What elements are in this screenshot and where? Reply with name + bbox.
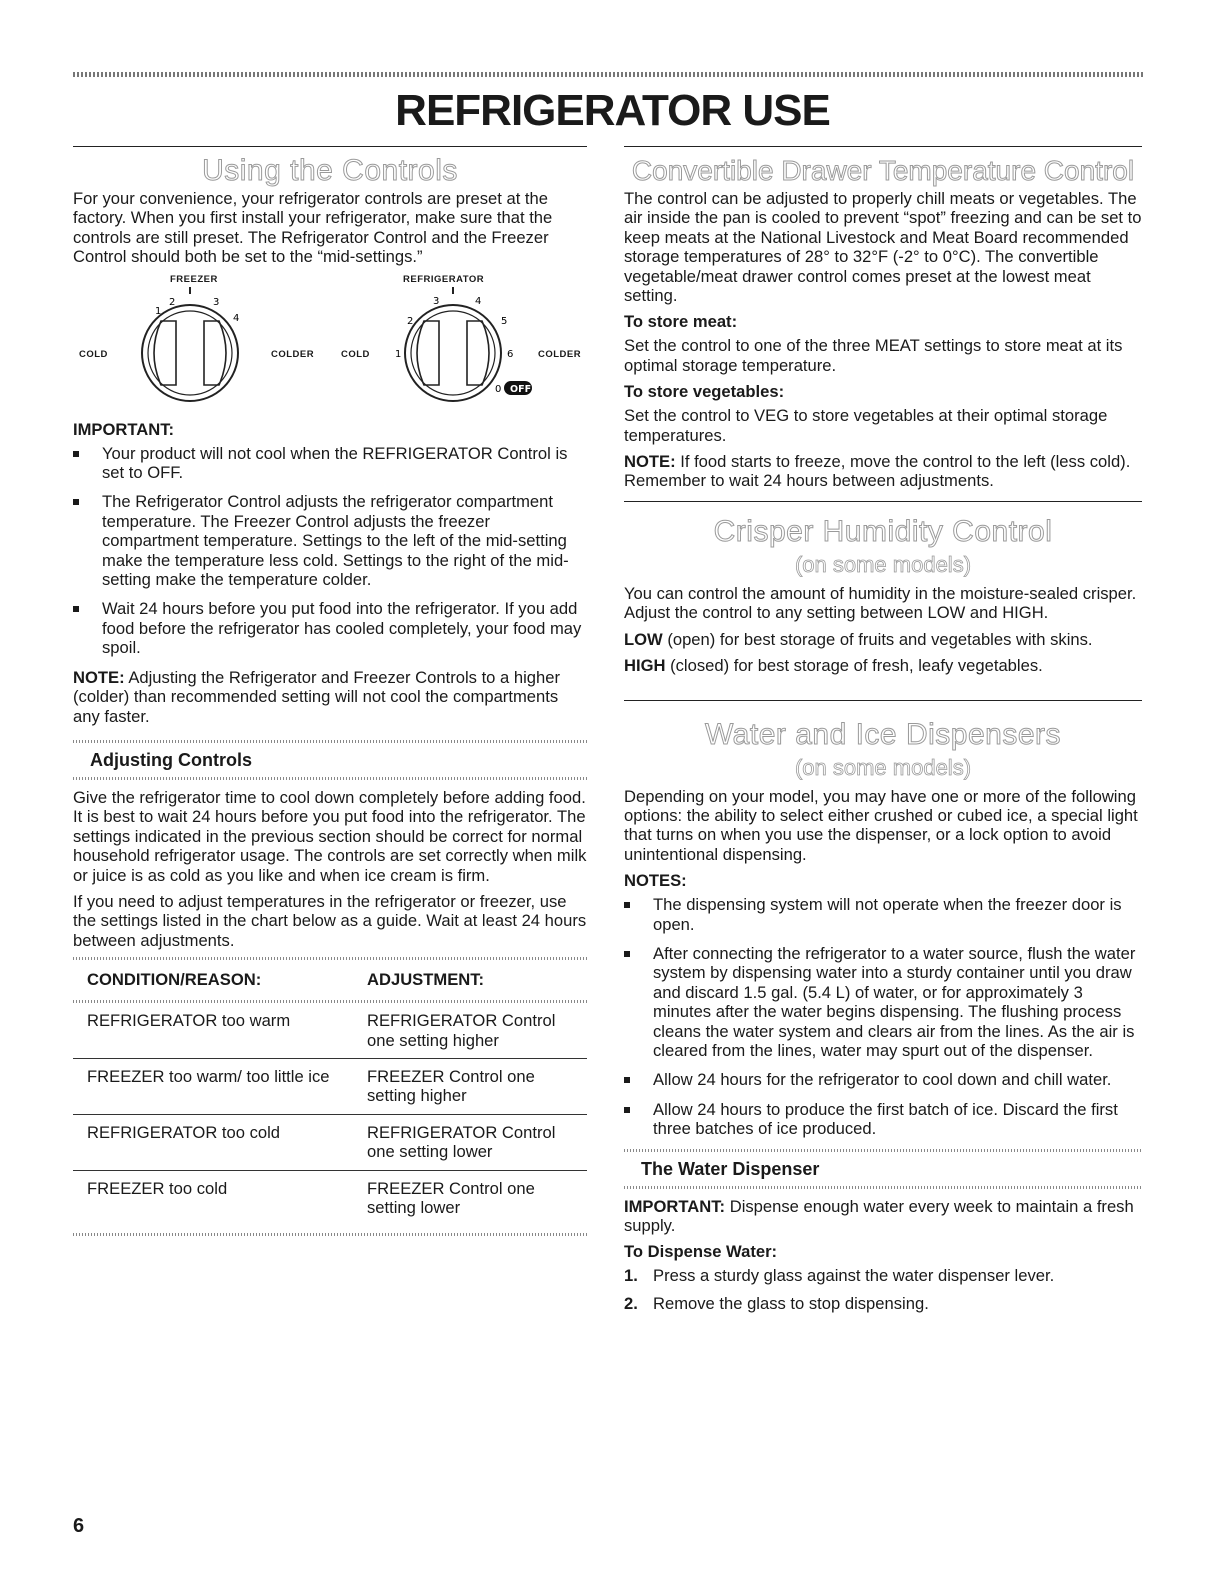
water-bullets: [624, 895, 1142, 1138]
refrigerator-colder-label: COLDER: [538, 348, 582, 360]
freezer-cold-label: COLD: [79, 348, 108, 360]
list-item: [624, 1294, 1142, 1313]
section-heading-water: Water and Ice Dispensers: [704, 717, 1062, 751]
important-text: Dispense enough water every week to maintain a fresh supply.: [624, 1196, 1134, 1235]
refrigerator-dial-number: 6: [507, 348, 514, 360]
section-heading-controls: Using the Controls: [202, 154, 458, 187]
high-text: (closed) for best storage of fresh, leafy vegetables.: [665, 656, 1043, 676]
water-dispenser-heading: The Water Dispenser: [641, 1158, 820, 1179]
table-cell-condition: REFRIGERATOR too warm: [87, 1011, 291, 1031]
page-title: REFRIGERATOR USE: [395, 86, 830, 135]
list-item: The dispensing system will not operate when the freezer door is open.: [624, 895, 1142, 934]
dispenser-important: [624, 1197, 1142, 1236]
section-heading-crisper: Crisper Humidity Control: [713, 514, 1053, 548]
note-text: Adjusting the Refrigerator and Freezer Controls to a higher (colder) than recommended setting will not cool the compartments any faster.: [73, 667, 560, 726]
freezer-dial: [142, 287, 239, 401]
dispense-water-label: To Dispense Water:: [624, 1242, 778, 1262]
section-rule: [624, 501, 1142, 502]
adjusting-paragraph-2: If you need to adjust temperatures in the refrigerator or freezer, use the settings listed in the chart below as a guide. Wait at least 24 hours between adjustments.: [73, 891, 587, 950]
dotted-rule: [624, 1186, 1142, 1189]
dotted-rule: [73, 740, 587, 743]
controls-note: [73, 668, 587, 726]
dotted-rule: [624, 1149, 1142, 1152]
table-cell-condition: FREEZER too warm/ too little ice: [73, 1058, 349, 1114]
low-label: LOW: [624, 629, 663, 649]
freezer-dial-label: FREEZER: [170, 273, 218, 285]
table-cell-condition: FREEZER too cold: [73, 1170, 349, 1225]
table-row: [73, 1114, 587, 1170]
store-meat-label: To store meat:: [624, 312, 738, 332]
control-dials-diagram: [73, 274, 587, 414]
note-label: NOTE:: [73, 667, 125, 687]
crisper-high: [624, 656, 1142, 675]
left-column: [73, 146, 587, 1236]
list-item: Your product will not cool when the REFRIGERATOR Control is set to OFF.: [73, 444, 587, 483]
table-cell-condition: REFRIGERATOR too cold: [73, 1114, 349, 1170]
refrigerator-dial-number: 5: [501, 315, 508, 327]
step-number: 1.: [624, 1266, 638, 1286]
crisper-low: [624, 630, 1142, 649]
adjusting-controls-heading: Adjusting Controls: [90, 749, 252, 770]
important-label: IMPORTANT:: [73, 419, 175, 439]
section-rule: [624, 146, 1142, 147]
controls-bullets: [73, 444, 587, 658]
step-text: Press a sturdy glass against the water dispenser lever.: [653, 1266, 1055, 1286]
note-text: If food starts to freeze, move the control to the left (less cold). Remember to wait 24 hours between adjustments.: [624, 452, 1131, 491]
table-header-adjustment: ADJUSTMENT:: [367, 970, 485, 990]
high-label: HIGH: [624, 656, 666, 676]
right-column: [624, 146, 1142, 1321]
note-label: NOTE:: [624, 452, 676, 472]
section-rule: [624, 700, 1142, 701]
important-label: IMPORTANT:: [624, 1196, 726, 1216]
refrigerator-dial-number: 4: [475, 295, 482, 307]
step-text: Remove the glass to stop dispensing.: [653, 1293, 929, 1313]
water-subheading: (on some models): [794, 754, 972, 780]
table-row: [73, 1058, 587, 1114]
drawer-intro: The control can be adjusted to properly chill meats or vegetables. The air inside the pan is cooled to prevent “spot” freezing and can be set to keep meats at the National Livestock and Meat Board recommended storage temperatures of 28° to 32°F (-2° to 0°C). The convertible vegetable/meat drawer control comes preset at the lowest meat setting.: [624, 189, 1142, 306]
dotted-rule: [73, 777, 587, 780]
low-text: (open) for best storage of fruits and vegetables with skins.: [662, 629, 1093, 649]
refrigerator-dial-number: 0: [495, 383, 502, 395]
freezer-colder-label: COLDER: [271, 348, 315, 360]
table-cell-adjustment: REFRIGERATOR Control one setting higher: [367, 1011, 556, 1050]
section-heading-drawer: Convertible Drawer Temperature Control: [631, 155, 1135, 186]
adjustment-table: [73, 964, 587, 1225]
table-row: [73, 1170, 587, 1225]
refrigerator-dial: [395, 287, 532, 401]
table-cell-adjustment: REFRIGERATOR Control one setting lower: [349, 1114, 587, 1170]
list-item: Allow 24 hours for the refrigerator to cool down and chill water.: [624, 1070, 1142, 1089]
table-header-condition: CONDITION/REASON:: [87, 970, 262, 990]
table-cell-adjustment: FREEZER Control one setting higher: [349, 1058, 587, 1114]
store-vegetables-text: Set the control to VEG to store vegetables at their optimal storage temperatures.: [624, 406, 1108, 445]
list-item: Allow 24 hours to produce the first batch of ice. Discard the first three batches of ice produced.: [624, 1100, 1142, 1139]
freezer-dial-number: 3: [213, 296, 220, 308]
store-vegetables-label: To store vegetables:: [624, 382, 785, 402]
refrigerator-dial-number: 2: [407, 315, 414, 327]
water-intro: Depending on your model, you may have one or more of the following options: the ability to select either crushed or cubed ice, a special light that turns on when you use the dispenser, or a lock option to avoid unintentional dispensing.: [624, 786, 1138, 864]
page-number: 6: [73, 1515, 85, 1537]
freezer-dial-number: 4: [233, 312, 240, 324]
refrigerator-dial-label: REFRIGERATOR: [403, 273, 485, 285]
crisper-subheading: (on some models): [794, 551, 972, 577]
drawer-note: [624, 452, 1142, 491]
refrigerator-dial-number: 1: [395, 348, 402, 360]
refrigerator-dial-number: 3: [433, 295, 440, 307]
dotted-rule: [73, 1233, 587, 1236]
table-row: [73, 1003, 587, 1058]
top-dotted-rule: [73, 72, 1145, 77]
off-badge-text: OFF: [510, 383, 532, 395]
table-cell-adjustment: FREEZER Control one setting lower: [349, 1170, 587, 1225]
refrigerator-cold-label: COLD: [341, 348, 370, 360]
crisper-intro: You can control the amount of humidity in the moisture-sealed crisper. Adjust the control to any setting between LOW and HIGH.: [624, 583, 1137, 623]
section-rule: [73, 146, 587, 147]
list-item: Wait 24 hours before you put food into the refrigerator. If you add food before the refrigerator has cooled completely, your food may spoil.: [73, 599, 587, 657]
dotted-rule: [73, 957, 587, 960]
list-item: After connecting the refrigerator to a water source, flush the water system by dispensing water into a sturdy container until you draw and discard 1.5 gal. (5.4 L) of water, or for approximately 3 minutes after the water begins dispensing. The flushing process cleans the water system and clears air from the lines. As the air is cleared from the lines, water may spurt out of the dispenser.: [624, 944, 1142, 1060]
step-number: 2.: [624, 1293, 638, 1313]
adjusting-paragraph-1: Give the refrigerator time to cool down completely before adding food. It is best to wait 24 hours before you put food into the refrigerator. The settings indicated in the previous section should be correct for normal household refrigerator usage. The controls are set correctly when milk or juice is as cold as you like and when ice cream is firm.: [73, 787, 587, 885]
freezer-dial-number: 1: [155, 305, 162, 317]
store-meat-text: Set the control to one of the three MEAT settings to store meat at its optimal storage temperature.: [624, 336, 1123, 375]
controls-intro: For your convenience, your refrigerator controls are preset at the factory. When you first install your refrigerator, make sure that the controls are still preset. The Refrigerator Control and the Freezer Control should both be set to the “mid-settings.”: [73, 189, 553, 267]
notes-label: NOTES:: [624, 871, 687, 891]
dispense-steps: [624, 1266, 1142, 1313]
dials-drawing: [73, 274, 587, 414]
freezer-dial-number: 2: [169, 296, 176, 308]
list-item: The Refrigerator Control adjusts the refrigerator compartment temperature. The Freezer Control adjusts the freezer compartment temperature. Settings to the left of the mid-setting make the temperature less cold. Settings to the right of the mid-setting make the temperature colder.: [73, 492, 587, 589]
list-item: [624, 1266, 1142, 1285]
